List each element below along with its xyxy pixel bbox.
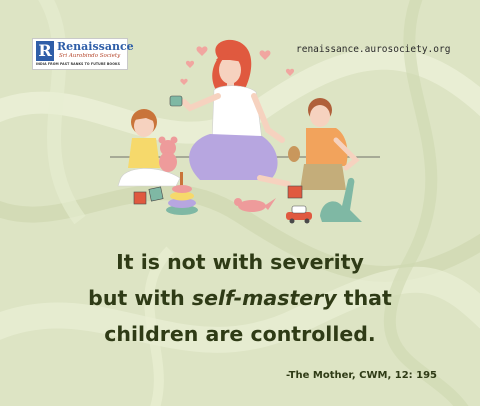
girl-figure bbox=[118, 109, 180, 186]
quote-line-2-suffix: that bbox=[336, 286, 392, 310]
logo-tagline: INDIA FROM PAST RANKS TO FUTURE BOOKS bbox=[36, 62, 121, 66]
quote-line-2-prefix: but with bbox=[88, 286, 192, 310]
logo-subtitle: Sri Aurobindo Society bbox=[59, 53, 121, 59]
red-car-toy bbox=[286, 206, 312, 224]
quote-line-3: children are controlled. bbox=[104, 322, 376, 346]
green-block-toy bbox=[149, 187, 163, 201]
logo-mark-icon: R bbox=[36, 41, 54, 61]
quote-emphasis: self-mastery bbox=[191, 286, 337, 310]
quote-line-2 bbox=[40, 280, 440, 316]
logo-name: Renaissance bbox=[57, 40, 134, 53]
red-block-toy bbox=[134, 192, 146, 204]
pink-dinosaur-toy bbox=[234, 198, 276, 212]
mother-children-illustration bbox=[110, 30, 380, 230]
quote-attribution: -The Mother, CWM, 12: 195 bbox=[286, 370, 438, 381]
quote-line-1: It is not with severity bbox=[116, 250, 364, 274]
boy-figure bbox=[288, 98, 356, 190]
red-block-toy-2 bbox=[288, 186, 302, 198]
quote-text bbox=[40, 244, 440, 352]
site-url[interactable]: renaissance.aurosociety.org bbox=[296, 44, 451, 55]
